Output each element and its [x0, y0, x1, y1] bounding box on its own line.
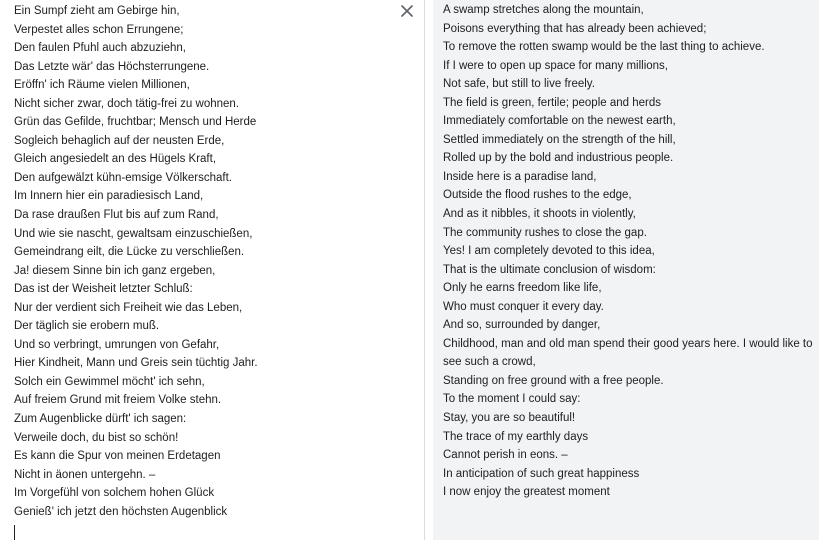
- source-line: Verweile doch, du bist so schön!: [14, 431, 179, 444]
- source-line: Und wie sie nascht, gewaltsam einzuschießen,: [14, 227, 253, 240]
- source-line: Da rase draußen Flut bis auf zum Rand,: [14, 209, 219, 222]
- source-line: Im Vorgefühl von solchem hohen Glück: [14, 487, 215, 500]
- source-line: Gemeindrang eilt, die Lücke zu verschließen.: [14, 246, 245, 259]
- source-line: Nicht in äonen untergehn. –: [14, 468, 156, 481]
- translation-line: Settled immediately on the strength of the hill,: [443, 133, 676, 146]
- translation-line: Yes! I am completely devoted to this idea,: [443, 245, 655, 258]
- source-line: Sogleich behaglich auf der neusten Erde,: [14, 134, 225, 147]
- source-line: Hier Kindheit, Mann und Greis sein tüchtig Jahr.: [14, 357, 258, 370]
- translation-line: Standing on free ground with a free people.: [443, 374, 664, 387]
- translation-line: Not safe, but still to live freely.: [443, 78, 595, 91]
- source-line: Solch ein Gewimmel möcht' ich sehn,: [14, 375, 205, 388]
- source-line: Im Innern hier ein paradiesisch Land,: [14, 190, 204, 203]
- translation-line: Poisons everything that has already been achieved;: [443, 22, 707, 35]
- source-line: Nicht sicher zwar, doch tätig-frei zu wohnen.: [14, 97, 239, 110]
- source-line: Ein Sumpf zieht am Gebirge hin,: [14, 5, 180, 17]
- source-line: Verpestet alles schon Errungene;: [14, 23, 184, 36]
- source-line: Und so verbringt, umrungen von Gefahr,: [14, 338, 220, 351]
- pane-divider: [425, 0, 433, 540]
- translation-line: Immediately comfortable on the newest earth,: [443, 115, 676, 128]
- clear-source-button[interactable]: [398, 2, 416, 20]
- source-line: Der täglich sie erobern muß.: [14, 320, 160, 333]
- translation-line: And as it nibbles, it shoots in violently,: [443, 208, 636, 221]
- translation-line: I now enjoy the greatest moment: [443, 486, 610, 499]
- translation-line: And so, surrounded by danger,: [443, 319, 601, 332]
- translation-line: The field is green, fertile; people and herds: [443, 96, 661, 109]
- translation-line: If I were to open up space for many millions,: [443, 59, 668, 72]
- translation-line: To the moment I could say:: [443, 393, 581, 406]
- translation-line: Rolled up by the bold and industrious people.: [443, 152, 674, 165]
- translation-line: Only he earns freedom like life,: [443, 282, 602, 295]
- source-line: Zum Augenblicke dürft' ich sagen:: [14, 413, 187, 426]
- translation-line: That is the ultimate conclusion of wisdom:: [443, 263, 656, 276]
- text-cursor: [14, 525, 15, 540]
- translation-line: In anticipation of such great happiness: [443, 467, 640, 480]
- source-line: Auf freiem Grund mit freiem Volke stehn.: [14, 394, 222, 407]
- translation-line: Stay, you are so beautiful!: [443, 412, 576, 425]
- source-line: Genieß' ich jetzt den höchsten Augenblick: [14, 505, 228, 518]
- source-line: Eröffn' ich Räume vielen Millionen,: [14, 79, 190, 92]
- source-line: Gleich angesiedelt an des Hügels Kraft,: [14, 153, 217, 166]
- translation-line: To remove the rotten swamp would be the last thing to achieve.: [443, 41, 765, 54]
- source-line: Den faulen Pfuhl auch abzuziehn,: [14, 42, 186, 55]
- source-line: Ja! diesem Sinne bin ich ganz ergeben,: [14, 264, 216, 277]
- translation-text-lines: [443, 1, 813, 502]
- source-text-lines[interactable]: [14, 2, 394, 521]
- translation-line: The trace of my earthly days: [443, 430, 589, 443]
- source-line: Grün das Gefilde, fruchtbar; Mensch und Herde: [14, 116, 257, 129]
- translation-line: Cannot perish in eons. –: [443, 449, 568, 462]
- translation-line: The community rushes to close the gap.: [443, 226, 647, 239]
- translation-line: Outside the flood rushes to the edge,: [443, 189, 632, 202]
- translation-line: Inside here is a paradise land,: [443, 170, 597, 183]
- translation-line: Childhood, man and old man spend their good years here. I would like to see such a crowd,: [443, 337, 813, 369]
- source-line: Es kann die Spur von meinen Erdetagen: [14, 450, 221, 463]
- source-line: Das Letzte wär' das Höchsterrungene.: [14, 60, 210, 73]
- translation-line: Who must conquer it every day.: [443, 300, 604, 313]
- source-line: Nur der verdient sich Freiheit wie das Leben,: [14, 301, 243, 314]
- translation-pane: [433, 0, 819, 540]
- translation-line: A swamp stretches along the mountain,: [443, 4, 644, 16]
- source-line: Den aufgewälzt kühn-emsige Völkerschaft.: [14, 171, 232, 184]
- source-line: Das ist der Weisheit letzter Schluß:: [14, 283, 193, 296]
- close-icon: [401, 5, 413, 17]
